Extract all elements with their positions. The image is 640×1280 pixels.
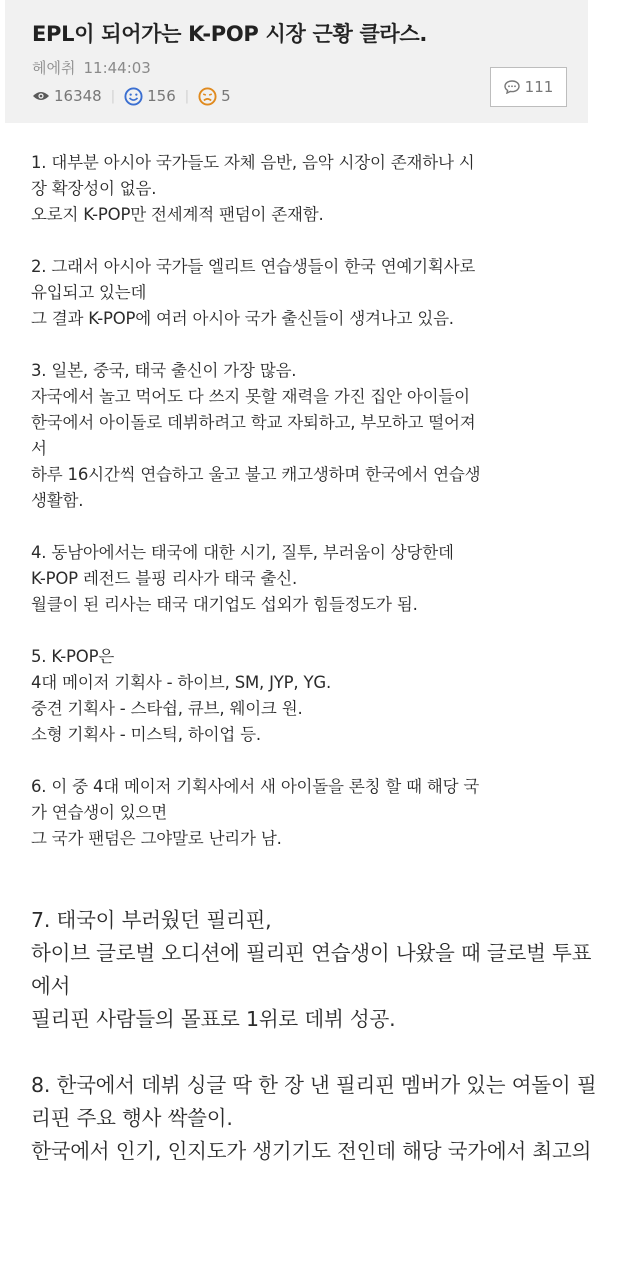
body-line: 4대 메이저 기획사 - 하이브, SM, JYP, YG.	[31, 673, 332, 692]
body-line: 그 국가 팬덤은 그야말로 난리가 남.	[31, 829, 282, 848]
body-line: 8. 한국에서 데뷔 싱글 딱 한 장 낸 필리핀 멤버가 있는 여돌이 필	[31, 1073, 597, 1097]
body-line: 월클이 된 리사는 태국 대기업도 섭외가 힘들정도가 됨.	[31, 595, 418, 614]
views-stat	[32, 87, 102, 105]
body-line: 필리핀 사람들의 몰표로 1위로 데뷔 성공.	[31, 1007, 396, 1031]
body-line: 2. 그래서 아시아 국가들 엘리트 연습생들이 한국 연예기획사로	[31, 257, 476, 276]
body-line: 하루 16시간씩 연습하고 울고 불고 캐고생하며 한국에서 연습생	[31, 465, 481, 484]
like-button[interactable]	[124, 87, 176, 106]
body-line: 생활함.	[31, 491, 84, 510]
body-line: 오로지 K-POP만 전세계적 팬덤이 존재함.	[31, 205, 324, 224]
views-count: 16348	[54, 87, 102, 105]
body-line: 6. 이 중 4대 메이저 기획사에서 새 아이돌을 론칭 할 때 해당 국	[31, 777, 480, 796]
post-body	[31, 150, 631, 1201]
body-line: 7. 태국이 부러웠던 필리핀,	[31, 908, 272, 932]
paragraph-6	[31, 774, 631, 852]
stat-divider: |	[184, 88, 190, 104]
dislike-button[interactable]	[198, 87, 231, 106]
author-name[interactable]: 헤에취	[32, 59, 76, 77]
stat-divider: |	[110, 88, 116, 104]
paragraph-1	[31, 150, 631, 228]
body-line: 한국에서 인기, 인지도가 생기기도 전인데 해당 국가에서 최고의	[31, 1139, 592, 1163]
body-line: 서	[31, 439, 47, 458]
body-line: 가 연습생이 있으면	[31, 803, 168, 822]
body-line: 장 확장성이 없음.	[31, 179, 157, 198]
body-line: K-POP 레전드 블핑 리사가 태국 출신.	[31, 569, 298, 588]
body-line: 소형 기획사 - 미스틱, 하이업 등.	[31, 725, 261, 744]
body-line: 에서	[31, 974, 71, 998]
body-line: 유입되고 있는데	[31, 283, 147, 302]
eye-icon	[32, 90, 50, 102]
speech-bubble-icon	[504, 80, 520, 94]
post-meta	[32, 57, 151, 78]
body-line: 자국에서 놀고 먹어도 다 쓰지 못할 재력을 가진 집안 아이들이	[31, 387, 470, 406]
body-line: 한국에서 아이돌로 데뷔하려고 학교 자퇴하고, 부모하고 떨어져	[31, 413, 476, 432]
body-line: 1. 대부분 아시아 국가들도 자체 음반, 음악 시장이 존재하나 시	[31, 153, 475, 172]
body-line: 리핀 주요 행사 싹쓸이.	[31, 1106, 233, 1130]
body-line: 중견 기획사 - 스타쉽, 큐브, 웨이크 원.	[31, 699, 303, 718]
body-line: 5. K-POP은	[31, 647, 115, 666]
body-line: 4. 동남아에서는 태국에 대한 시기, 질투, 부러움이 상당한데	[31, 543, 454, 562]
post-title: EPL이 되어가는 K-POP 시장 근황 클라스.	[32, 22, 428, 46]
dislikes-count: 5	[221, 87, 231, 105]
paragraph-5	[31, 644, 631, 748]
post-header	[5, 0, 588, 123]
paragraph-7	[31, 904, 631, 1036]
paragraph-4	[31, 540, 631, 618]
comments-count: 111	[524, 78, 554, 96]
comments-button[interactable]	[490, 67, 567, 107]
likes-count: 156	[147, 87, 176, 105]
frown-icon	[198, 87, 217, 106]
body-line: 3. 일본, 중국, 태국 출신이 가장 많음.	[31, 361, 297, 380]
body-line: 그 결과 K-POP에 여러 아시아 국가 출신들이 생겨나고 있음.	[31, 309, 454, 328]
post-time: 11:44:03	[83, 59, 151, 77]
smile-icon	[124, 87, 143, 106]
paragraph-8	[31, 1069, 631, 1168]
paragraph-2	[31, 254, 631, 332]
post-stats	[32, 85, 231, 107]
paragraph-3	[31, 358, 631, 514]
body-line: 하이브 글로벌 오디션에 필리핀 연습생이 나왔을 때 글로벌 투표	[31, 941, 592, 965]
